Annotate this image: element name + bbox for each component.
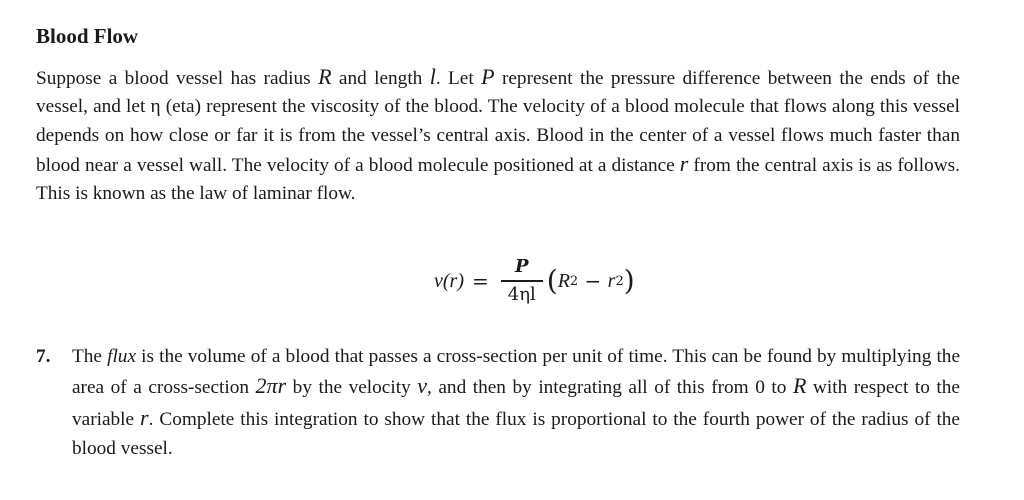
intro-paragraph	[36, 63, 960, 208]
formula-square-1: 2	[569, 273, 579, 289]
integration-variable: r	[140, 404, 149, 430]
area-expression: 2πr	[255, 373, 287, 399]
formula-minus: −	[578, 269, 608, 293]
question-fragment: , and then by integrating all of this from 0 to	[427, 377, 793, 399]
fraction-denominator: 4ηl	[507, 283, 536, 305]
question-fragment: with respect to the variable	[72, 377, 960, 430]
intro-text: and length	[331, 68, 430, 89]
formula-R: R	[557, 269, 570, 292]
velocity-variable: v	[417, 373, 428, 399]
question-text	[72, 342, 960, 463]
formula-lhs: v(r)	[434, 269, 464, 292]
upper-limit-variable: R	[792, 373, 807, 399]
question-fragment: by the velocity	[286, 377, 418, 399]
intro-text: represent the pressure difference between the ends of the vessel, and let	[36, 68, 960, 118]
formula-square-2: 2	[615, 273, 624, 289]
radius-variable: R	[318, 64, 332, 89]
pressure-variable: P	[481, 64, 495, 89]
distance-variable: r	[679, 150, 689, 176]
laminar-flow-formula	[434, 248, 635, 314]
intro-text: . Let	[435, 68, 482, 89]
question-fragment: The	[72, 346, 108, 367]
fraction-numerator: P	[514, 256, 529, 278]
question-number: 7.	[36, 346, 51, 367]
question-fragment: is the volume of a blood that passes a cross-section per unit of time. This can be found by multiplying the area of a cross-section	[72, 346, 961, 399]
formula-fraction	[501, 256, 543, 305]
length-variable: l	[429, 64, 436, 89]
question-fragment: . Complete this integration to show that the flux is proportional to the fourth power of the radius of the blood vessel.	[72, 408, 960, 459]
question-7	[36, 342, 960, 463]
page-title: Blood Flow	[36, 24, 139, 48]
flux-term: flux	[107, 346, 137, 367]
intro-text: from the central axis is as follows. This is known as the law of laminar flow.	[36, 154, 960, 205]
formula-equals: =	[471, 269, 489, 293]
formula-open-paren: (	[546, 264, 558, 297]
formula-close-paren: )	[623, 264, 635, 297]
formula-r: r	[607, 269, 616, 292]
intro-text: Suppose a blood vessel has radius	[36, 68, 319, 89]
intro-text: (eta) represent the viscosity of the blood. The velocity of a blood molecule that flows along this vessel depends on how close or far it is from the vessel’s central axis. Blood in the center of a vessel flows much faster than blood near a vessel wall. The velocity of a blood molecule positioned at a distance	[36, 96, 960, 176]
eta-symbol: η	[150, 96, 161, 118]
